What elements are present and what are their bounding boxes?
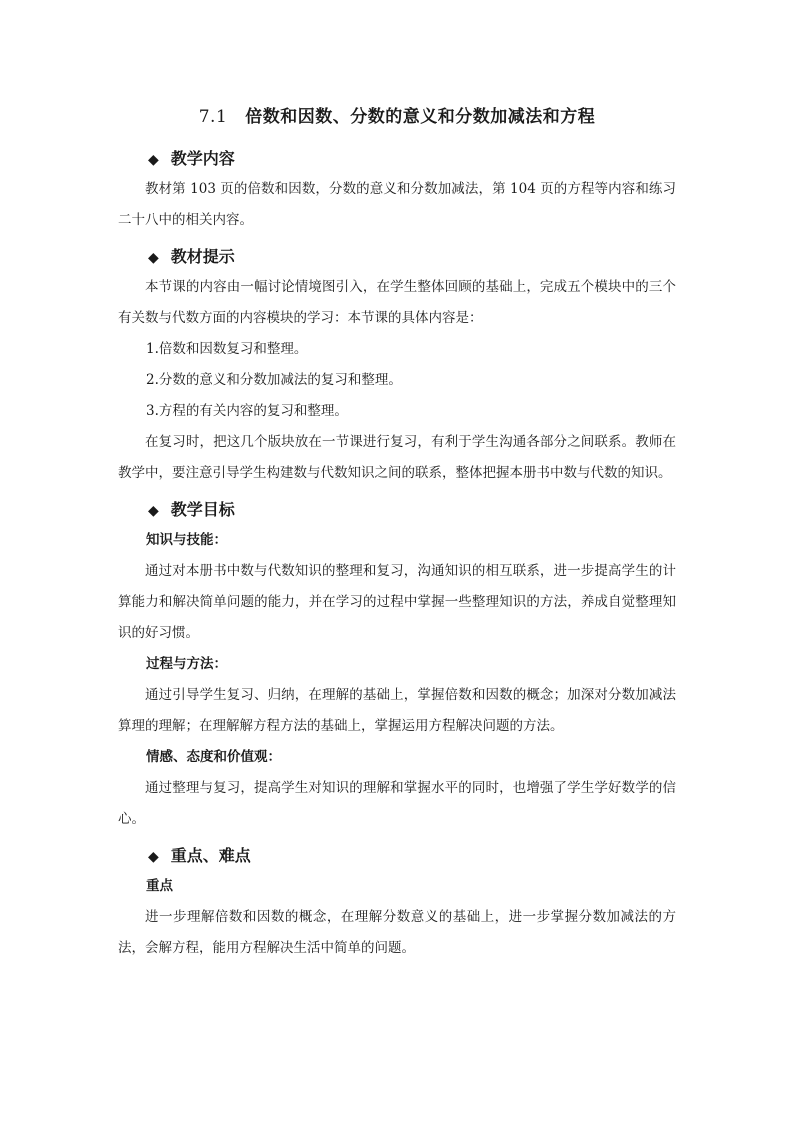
list-item: 3.方程的有关内容的复习和整理。 — [146, 403, 348, 419]
content-paragraph: 教材第 103 页的倍数和因数，分数的意义和分数加减法，第 104 页的方程等内容和练习二十八中的相关内容。 — [118, 181, 676, 228]
hints-closing-paragraph: 在复习时，把这几个版块放在一节课进行复习，有利于学生沟通各部分之间联系。教师在教学中，要注意引导学生构建数与代数知识之间的联系，整体把握本册书中数与代数的知识。 — [118, 434, 676, 481]
title-text: 倍数和因数、分数的意义和分数加减法和方程 — [245, 107, 596, 127]
section-heading-label: 重点、难点 — [170, 846, 251, 865]
section-heading-goals — [118, 495, 676, 525]
diamond-bullet-icon: ◆ — [148, 849, 159, 865]
focus-subheading: 重点 — [146, 878, 173, 894]
title-number: 7.1 — [198, 107, 228, 127]
document-page — [118, 104, 676, 964]
section-heading-label: 教学内容 — [170, 149, 235, 168]
diamond-bullet-icon: ◆ — [148, 250, 159, 266]
list-item: 2.分数的意义和分数加减法的复习和整理。 — [146, 372, 402, 388]
knowledge-subheading: 知识与技能： — [146, 532, 227, 548]
emotion-paragraph: 通过整理与复习，提高学生对知识的理解和掌握水平的同时，也增强了学生学好数学的信心。 — [118, 780, 676, 827]
process-subheading: 过程与方法： — [146, 656, 227, 672]
emotion-subheading: 情感、态度和价值观： — [146, 749, 281, 765]
diamond-bullet-icon: ◆ — [148, 503, 159, 519]
list-item: 1.倍数和因数复习和整理。 — [146, 341, 308, 357]
hints-intro-paragraph: 本节课的内容由一幅讨论情境图引入，在学生整体回顾的基础上，完成五个模块中的三个有关数与代数方面的内容模块的学习：本节课的具体内容是： — [118, 279, 676, 326]
section-heading-label: 教材提示 — [170, 247, 235, 266]
diamond-bullet-icon: ◆ — [148, 152, 159, 168]
focus-paragraph: 进一步理解倍数和因数的概念，在理解分数意义的基础上，进一步掌握分数加减法的方法，会解方程，能用方程解决生活中简单的问题。 — [118, 909, 676, 956]
section-heading-label: 教学目标 — [170, 500, 235, 519]
knowledge-paragraph: 通过对本册书中数与代数知识的整理和复习，沟通知识的相互联系，进一步提高学生的计算能力和解决简单问题的能力，并在学习的过程中掌握一些整理知识的方法，养成自觉整理知识的好习惯。 — [118, 563, 676, 641]
section-heading-hints — [118, 242, 676, 272]
section-heading-content — [118, 144, 676, 174]
section-heading-keypoints — [118, 841, 676, 871]
page-title — [118, 104, 676, 130]
process-paragraph: 通过引导学生复习、归纳，在理解的基础上，掌握倍数和因数的概念；加深对分数加减法算理的理解；在理解解方程方法的基础上，掌握运用方程解决问题的方法。 — [118, 687, 676, 734]
